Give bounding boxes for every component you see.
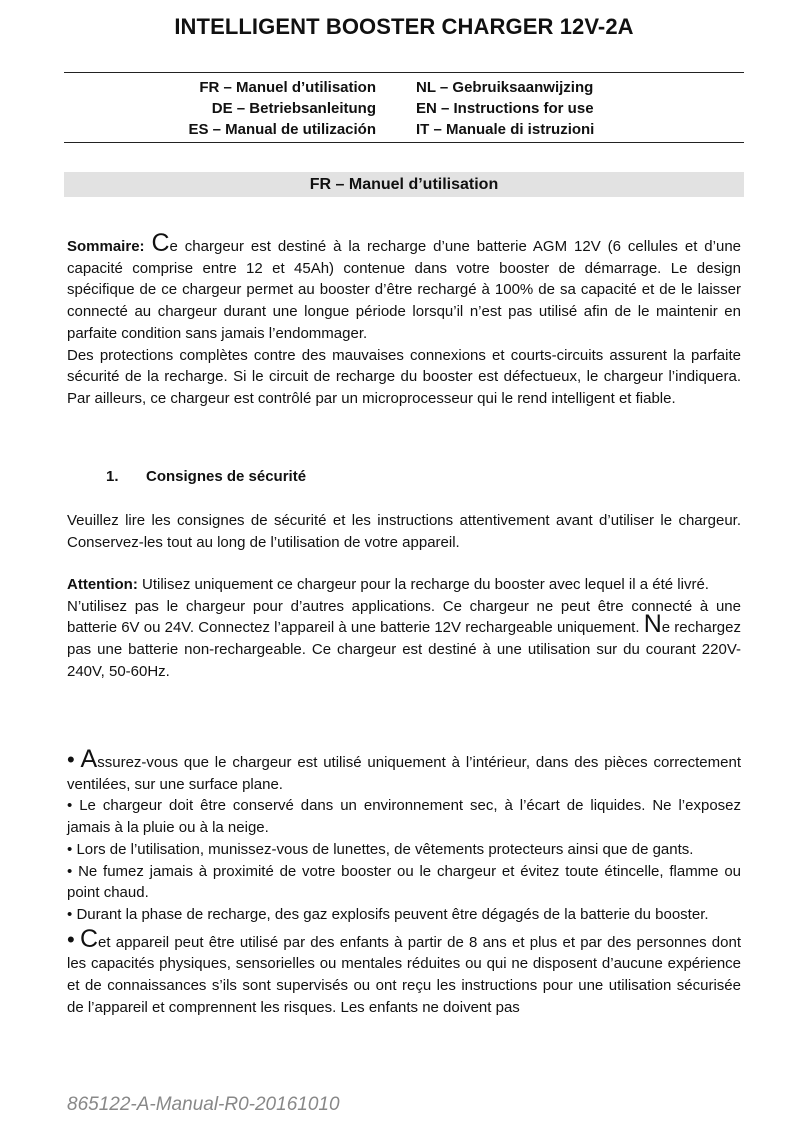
language-item: FR – Manuel d’utilisation bbox=[199, 79, 376, 96]
drop-letter: A bbox=[80, 745, 98, 773]
bullet-icon: • bbox=[67, 926, 75, 952]
summary-paragraph bbox=[67, 229, 741, 345]
summary-block bbox=[67, 229, 741, 410]
bullet-text: Ne fumez jamais à proximité de votre booster ou le chargeur et évitez toute étincelle, flamme ou point chaud. bbox=[67, 862, 741, 902]
summary-paragraph: Des protections complètes contre des mauvaises connexions et courts-circuits assurent la parfaite sécurité de la recharge. Si le circuit de recharge du booster est défectueux, le chargeur l’indiquera. Par ailleurs, ce chargeur est contrôlé par un microprocesseur qui le rend intelligent et fiable. bbox=[67, 346, 741, 407]
document-title: INTELLIGENT BOOSTER CHARGER 12V-2A bbox=[174, 14, 634, 39]
attention-block bbox=[67, 574, 741, 683]
attention-text: Utilisez uniquement ce chargeur pour la recharge du booster avec lequel il a été livré. bbox=[137, 576, 709, 593]
attention-text: e rechargez pas une batterie non-rechargeable. Ce chargeur est destiné à une utilisation sur du courant 220V-240V, 50-60Hz. bbox=[67, 619, 741, 680]
section-header: FR – Manuel d’utilisation bbox=[64, 172, 744, 197]
attention-text: N’utilisez pas le chargeur pour d’autres applications. Ce chargeur ne peut être connecté à une batterie 6V ou 24V. Connectez l’appareil à une batterie 12V rechargeable uniquement. bbox=[67, 597, 741, 637]
summary-text: e chargeur est destiné à la recharge d’une batterie AGM 12V (6 cellules et d’une capacité comprise entre 12 et 45Ah) contenue dans votre booster de démarrage. Le design spécifique de ce chargeur permet au booster d’être rechargé à 100% de sa capacité et de le laisser connecté au chargeur durant une longue période lorsqu’il n’est pas utilisé afin de le maintenir en parfaite condition sans jamais l’endommager. bbox=[67, 238, 741, 342]
bullet-icon: • bbox=[67, 797, 73, 815]
language-item: EN – Instructions for use bbox=[416, 100, 594, 117]
list-item bbox=[67, 861, 741, 904]
bullet-icon: • bbox=[67, 905, 73, 923]
section-number: 1. bbox=[106, 468, 119, 485]
list-item bbox=[67, 745, 741, 795]
safety-intro: Veuillez lire les consignes de sécurité et les instructions attentivement avant d’utiliser le chargeur. Conservez-les tout au long de l’utilisation de votre appareil. bbox=[67, 512, 741, 551]
bullet-icon: • bbox=[67, 862, 73, 880]
attention-label: Attention: bbox=[67, 576, 138, 593]
safety-bullets bbox=[67, 745, 742, 1018]
bullet-text: Le chargeur doit être conservé dans un environnement sec, à l’écart de liquides. Ne l’exposez jamais à la pluie ou à la neige. bbox=[67, 797, 742, 837]
language-row bbox=[64, 98, 744, 119]
drop-letter: C bbox=[79, 924, 98, 953]
bullet-text: ssurez-vous que le chargeur est utilisé uniquement à l’intérieur, dans des pièces correctement ventilées, sur une surface plane. bbox=[67, 754, 741, 793]
list-item bbox=[67, 839, 741, 861]
top-rule bbox=[64, 72, 744, 73]
bottom-rule bbox=[64, 142, 744, 143]
language-item: ES – Manual de utilización bbox=[188, 121, 376, 138]
drop-letter: C bbox=[151, 229, 170, 257]
language-item: NL – Gebruiksaanwijzing bbox=[416, 79, 594, 96]
bullet-icon: • bbox=[67, 747, 75, 772]
language-item: DE – Betriebsanleitung bbox=[211, 100, 376, 117]
bullet-icon: • bbox=[67, 840, 73, 858]
document-code: 865122-A-Manual-R0-20161010 bbox=[67, 1094, 340, 1115]
language-row bbox=[64, 119, 744, 140]
bullet-text: Durant la phase de recharge, des gaz explosifs peuvent être dégagés de la batterie du booster. bbox=[76, 905, 709, 923]
list-item bbox=[67, 795, 741, 838]
section-heading-text: Consignes de sécurité bbox=[146, 468, 307, 485]
language-list bbox=[64, 77, 744, 140]
bullet-text: et appareil peut être utilisé par des enfants à partir de 8 ans et plus et par des personnes dont les capacités physiques, sensorielles ou mentales réduites ou qui ne disposent d’aucune expérience et de connaissances s’ils sont supervisés ou ont reçu les instructions pour une utilisation sécurisée de l’appareil et comprennent les risques. Les enfants ne doivent pas bbox=[67, 933, 741, 1016]
section-heading bbox=[106, 468, 306, 485]
language-item: IT – Manuale di istruzioni bbox=[416, 121, 595, 138]
attention-paragraph bbox=[67, 596, 741, 683]
list-item bbox=[67, 924, 741, 1019]
language-row bbox=[64, 77, 744, 98]
summary-label: Sommaire: bbox=[67, 238, 145, 255]
drop-letter: N bbox=[643, 610, 662, 639]
attention-paragraph bbox=[67, 574, 741, 596]
list-item bbox=[67, 904, 741, 926]
bullet-text: Lors de l’utilisation, munissez-vous de lunettes, de vêtements protecteurs ainsi que de gants. bbox=[76, 840, 694, 858]
